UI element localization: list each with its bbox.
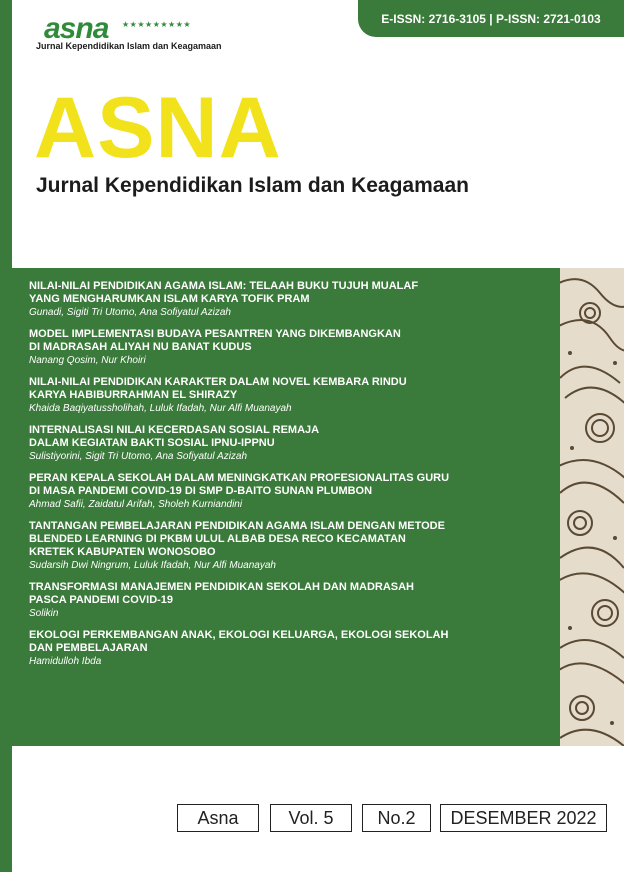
decorative-batik-pattern <box>560 268 624 746</box>
article-item <box>29 629 549 668</box>
article-title: TRANSFORMASI MANAJEMEN PENDIDIKAN SEKOLAH DAN MADRASAH PASCA PANDEMI COVID-19 <box>29 581 415 606</box>
article-list <box>29 280 549 677</box>
article-title: NILAI-NILAI PENDIDIKAN AGAMA ISLAM: TELAAH BUKU TUJUH MUALAF YANG MENGHARUMKAN ISLAM KARYA TOFIK PRAM <box>29 280 419 305</box>
article-title: MODEL IMPLEMENTASI BUDAYA PESANTREN YANG DIKEMBANGKAN DI MADRASAH ALIYAH NU BANAT KUDUS <box>29 328 401 353</box>
article-authors: Sudarsih Dwi Ningrum, Luluk Ifadah, Nur Alfi Muanayah <box>29 560 276 571</box>
article-item <box>29 520 549 572</box>
article-item <box>29 376 549 415</box>
article-title: TANTANGAN PEMBELAJARAN PENDIDIKAN AGAMA ISLAM DENGAN METODE BLENDED LEARNING DI PKBM ULUL ALBAB DESA RECO KECAMATAN KRETEK KABUPATEN WONOSOBO <box>29 520 445 558</box>
logo-wordmark: asna <box>44 12 109 45</box>
article-title: EKOLOGI PERKEMBANGAN ANAK, EKOLOGI KELUARGA, EKOLOGI SEKOLAH DAN PEMBELAJARAN <box>29 629 449 654</box>
left-accent-bar <box>0 0 12 872</box>
article-authors: Gunadi, Sigiti Tri Utomo, Ana Sofiyatul Azizah <box>29 307 231 318</box>
issn-badge: E-ISSN: 2716-3105 | P-ISSN: 2721-0103 <box>358 0 624 37</box>
journal-title: ASNA <box>34 80 282 176</box>
footer-number: No.2 <box>362 804 431 832</box>
footer-date: DESEMBER 2022 <box>440 804 607 832</box>
logo-stars: ★★★★★★★★★ <box>122 20 192 29</box>
article-authors: Solikin <box>29 608 59 619</box>
article-title: NILAI-NILAI PENDIDIKAN KARAKTER DALAM NOVEL KEMBARA RINDU KARYA HABIBURRAHMAN EL SHIRAZY <box>29 376 407 401</box>
article-item <box>29 424 549 463</box>
journal-subtitle: Jurnal Kependidikan Islam dan Keagamaan <box>36 174 469 197</box>
article-item <box>29 472 549 511</box>
article-item <box>29 581 549 620</box>
article-authors: Sulistiyorini, Sigit Tri Utomo, Ana Sofiyatul Azizah <box>29 451 248 462</box>
article-item <box>29 328 549 367</box>
article-authors: Hamidulloh Ibda <box>29 656 102 667</box>
article-title: INTERNALISASI NILAI KECERDASAN SOSIAL REMAJA DALAM KEGIATAN BAKTI SOSIAL IPNU-IPPNU <box>29 424 320 449</box>
article-item <box>29 280 549 319</box>
journal-logo <box>36 10 236 54</box>
article-authors: Ahmad Safii, Zaidatul Arifah, Sholeh Kurniandini <box>29 499 243 510</box>
article-authors: Nanang Qosim, Nur Khoiri <box>29 355 146 366</box>
footer-journal-name: Asna <box>177 804 259 832</box>
footer-volume: Vol. 5 <box>270 804 352 832</box>
table-of-contents <box>12 268 560 746</box>
article-authors: Khaida Baqiyatussholihah, Luluk Ifadah, Nur Alfi Muanayah <box>29 403 292 414</box>
logo-subtitle: Jurnal Kependidikan Islam dan Keagamaan <box>36 41 222 51</box>
article-title: PERAN KEPALA SEKOLAH DALAM MENINGKATKAN PROFESIONALITAS GURU DI MASA PANDEMI COVID-19 DI SMP D-BAITO SUNAN PLUMBON <box>29 472 450 497</box>
